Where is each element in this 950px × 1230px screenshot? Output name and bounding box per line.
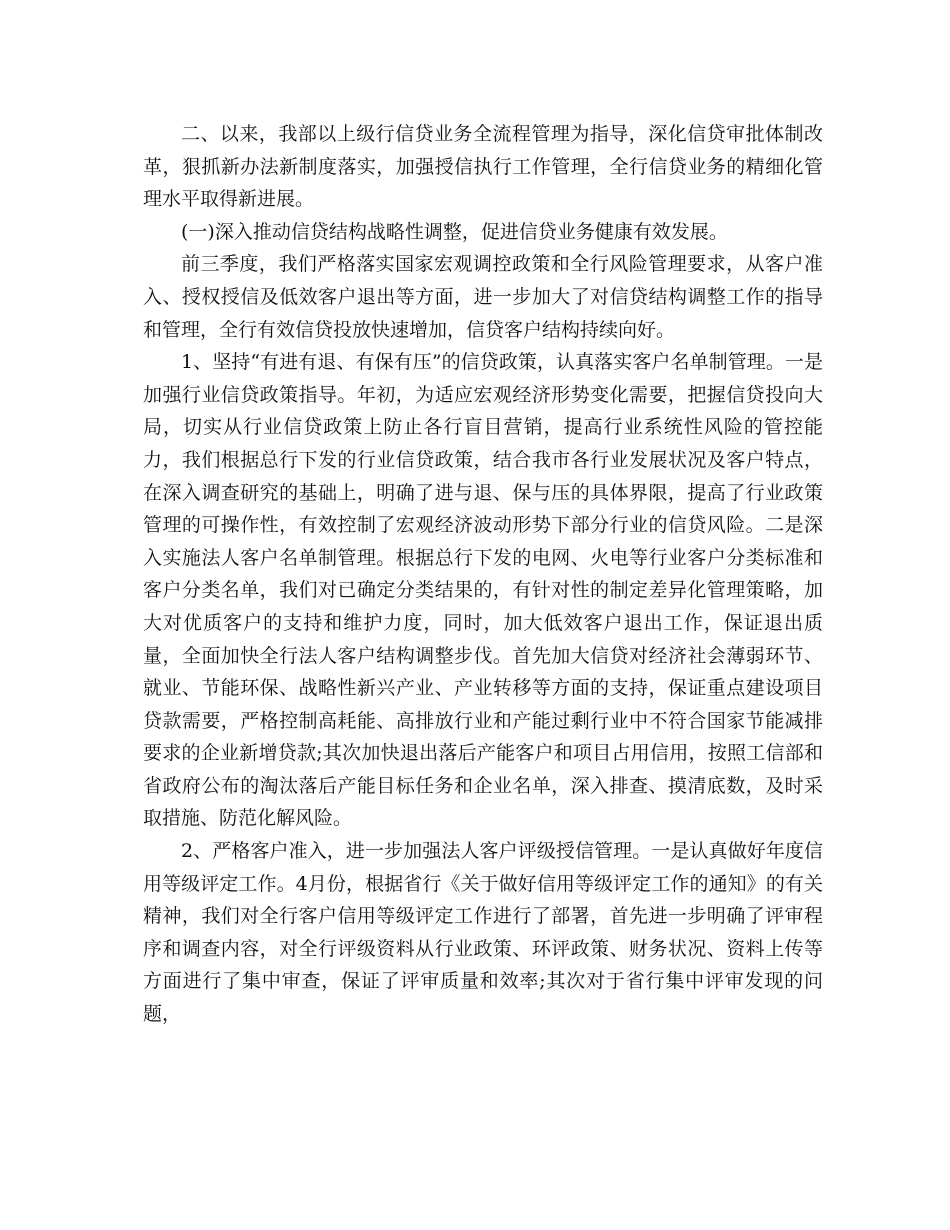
paragraph-section-two: 二、以来，我部以上级行信贷业务全流程管理为指导，深化信贷审批体制改革，狠抓新办法新制度落实，加强授信执行工作管理，全行信贷业务的精细化管理水平取得新进展。 (143, 123, 823, 211)
paragraph-first-three-quarters: 前三季度，我们严格落实国家宏观调控政策和全行风险管理要求，从客户准入、授权授信及低效客户退出等方面，进一步加大了对信贷结构调整工作的指导和管理，全行有效信贷投放快速增加，信贷客户结构持续向好。 (143, 253, 823, 341)
paragraph-subheading-one: (一)深入推动信贷结构战略性调整，促进信贷业务健康有效发展。 (181, 220, 728, 243)
paragraph-item-two: 2、严格客户准入，进一步加强法人客户评级授信管理。一是认真做好年度信用等级评定工作。4月份，根据省行《关于做好信用等级评定工作的通知》的有关精神，我们对全行客户信用等级评定工作进行了部署，首先进一步明确了评审程序和调查内容，对全行评级资料从行业政策、环评政策、财务状况、资料上传等方面进行了集中审查，保证了评审质量和效率;其次对于省行集中评审发现的问题， (143, 840, 823, 1026)
paragraph-item-one: 1、坚持“有进有退、有保有压”的信贷政策，认真落实客户名单制管理。一是加强行业信贷政策指导。年初，为适应宏观经济形势变化需要，把握信贷投向大局，切实从行业信贷政策上防止各行盲目营销，提高行业系统性风险的管控能力，我们根据总行下发的行业信贷政策，结合我市各行业发展状况及客户特点，在深入调查研究的基础上，明确了进与退、保与压的具体界限，提高了行业政策管理的可操作性，有效控制了宏观经济波动形势下部分行业的信贷风险。二是深入实施法人客户名单制管理。根据总行下发的电网、火电等行业客户分类标准和客户分类名单，我们对已确定分类结果的，有针对性的制定差异化管理策略，加大对优质客户的支持和维护力度，同时，加大低效客户退出工作，保证退出质量，全面加快全行法人客户结构调整步伐。首先加大信贷对经济社会薄弱环节、就业、节能环保、战略性新兴产业、产业转移等方面的支持，保证重点建设项目贷款需要，严格控制高耗能、高排放行业和产能过剩行业中不符合国家节能减排要求的企业新增贷款;其次加快退出落后产能客户和项目占用信用，按照工信部和省政府公布的淘汰落后产能目标任务和企业名单，深入排查、摸清底数，及时采取措施、防范化解风险。 (143, 351, 823, 830)
document-body (143, 118, 823, 1031)
